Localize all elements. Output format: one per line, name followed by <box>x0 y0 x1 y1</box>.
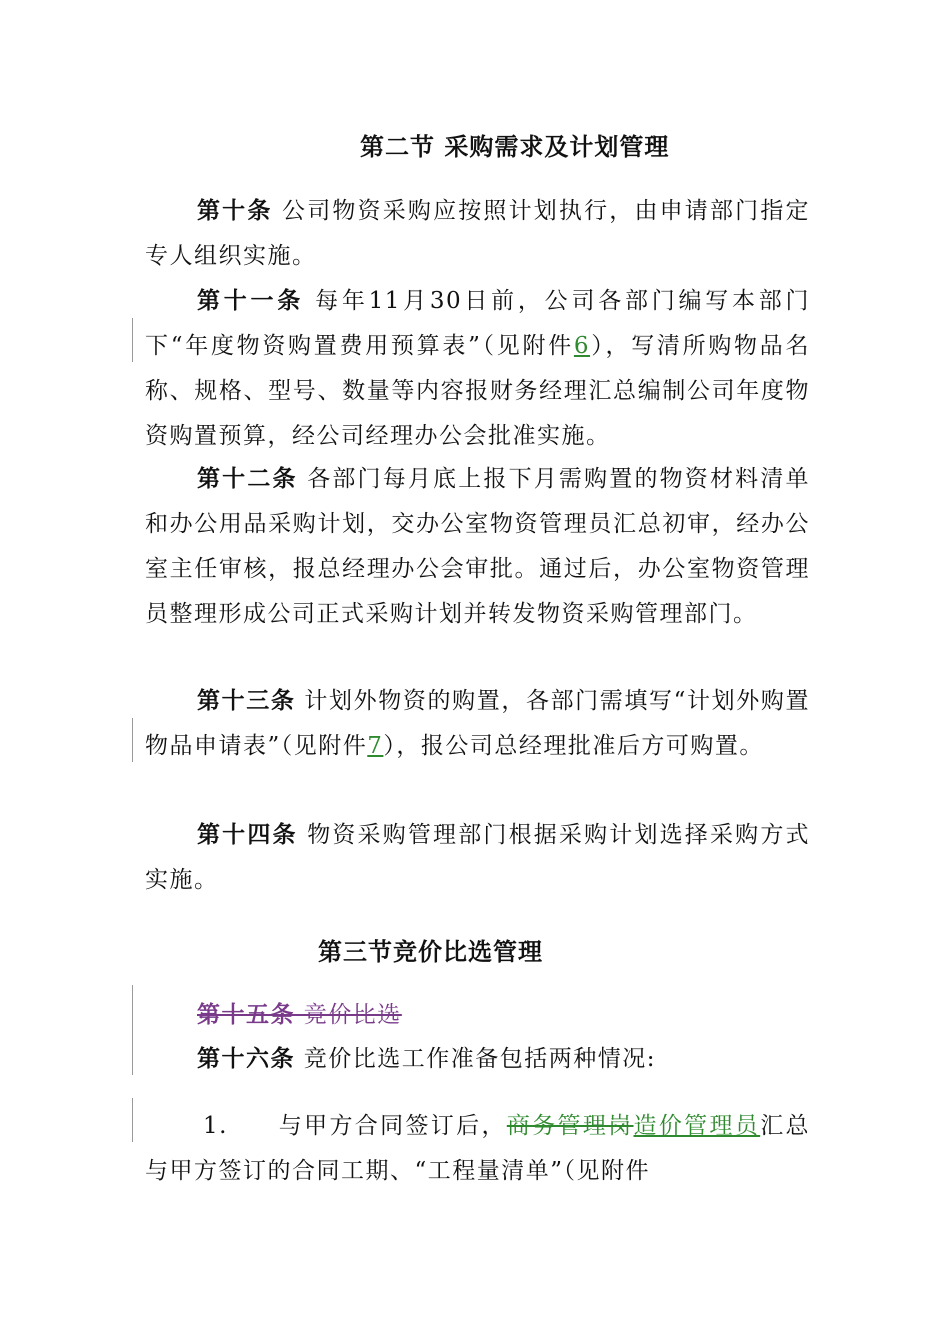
article-13-label: 第十三条 <box>197 687 296 714</box>
list-item-1-number: 1. <box>203 1113 228 1139</box>
section-2-title: 第二节 采购需求及计划管理 <box>360 132 670 161</box>
article-16-label: 第十六条 <box>197 1045 295 1072</box>
article-10 <box>145 188 810 279</box>
article-13-text-2: ），报公司总经理批准后方可购置。 <box>383 733 764 759</box>
list-item-1-text-1: 与甲方合同签订后， <box>277 1113 507 1139</box>
list-item-1-text-2: 汇总与甲方签订的合同工期、“工程量清单”（见附件 <box>145 1113 811 1184</box>
revision-bar <box>132 1098 133 1142</box>
section-3-title: 第三节竞价比选管理 <box>318 937 543 966</box>
article-13 <box>145 678 810 769</box>
article-15-text: 竞价比选 <box>295 1002 402 1028</box>
article-15-label: 第十五条 <box>197 1001 295 1028</box>
article-10-label: 第十条 <box>197 197 273 224</box>
article-12-label: 第十二条 <box>197 465 298 492</box>
article-11-label: 第十一条 <box>197 287 305 314</box>
article-12-text: 各部门每月底上报下月需购置的物资材料清单和办公用品采购计划，交办公室物资管理员汇总初审，经办公室主任审核，报总经理办公会审批。通过后，办公室物资管理员整理形成公司正式采购计划并转发物资采购管理部门。 <box>145 466 811 627</box>
article-11-text-2: ），写清所购物品名称、规格、型号、数量等内容报财务经理汇总编制公司年度物资购置预算，经公司经理办公会批准实施。 <box>145 333 810 449</box>
article-14 <box>145 812 810 903</box>
article-11-text-1: 每年11月30日前，公司各部门编写本部门下“年度物资购置费用预算表”（见附件 <box>145 288 810 359</box>
list-item-1 <box>145 1104 810 1194</box>
article-16 <box>145 1036 810 1082</box>
article-12 <box>145 456 810 637</box>
annex-7-link[interactable]: 7 <box>367 733 384 759</box>
article-10-text: 公司物资采购应按照计划执行，由申请部门指定专人组织实施。 <box>145 198 811 269</box>
revision-bar <box>132 318 133 362</box>
revision-bar <box>132 985 133 1075</box>
article-16-text: 竞价比选工作准备包括两种情况: <box>295 1046 657 1072</box>
annex-6-link[interactable]: 6 <box>573 333 591 359</box>
revision-bar <box>132 718 133 762</box>
deleted-role: 商务管理岗 <box>506 1113 634 1139</box>
article-11 <box>145 278 810 459</box>
article-14-label: 第十四条 <box>197 821 298 848</box>
article-15-deleted <box>145 992 810 1038</box>
article-13-text-1: 计划外物资的购置，各部门需填写“计划外购置物品申请表”（见附件 <box>145 688 810 759</box>
article-14-text: 物资采购管理部门根据采购计划选择采购方式实施。 <box>145 822 811 893</box>
inserted-role: 造价管理员 <box>633 1113 761 1139</box>
